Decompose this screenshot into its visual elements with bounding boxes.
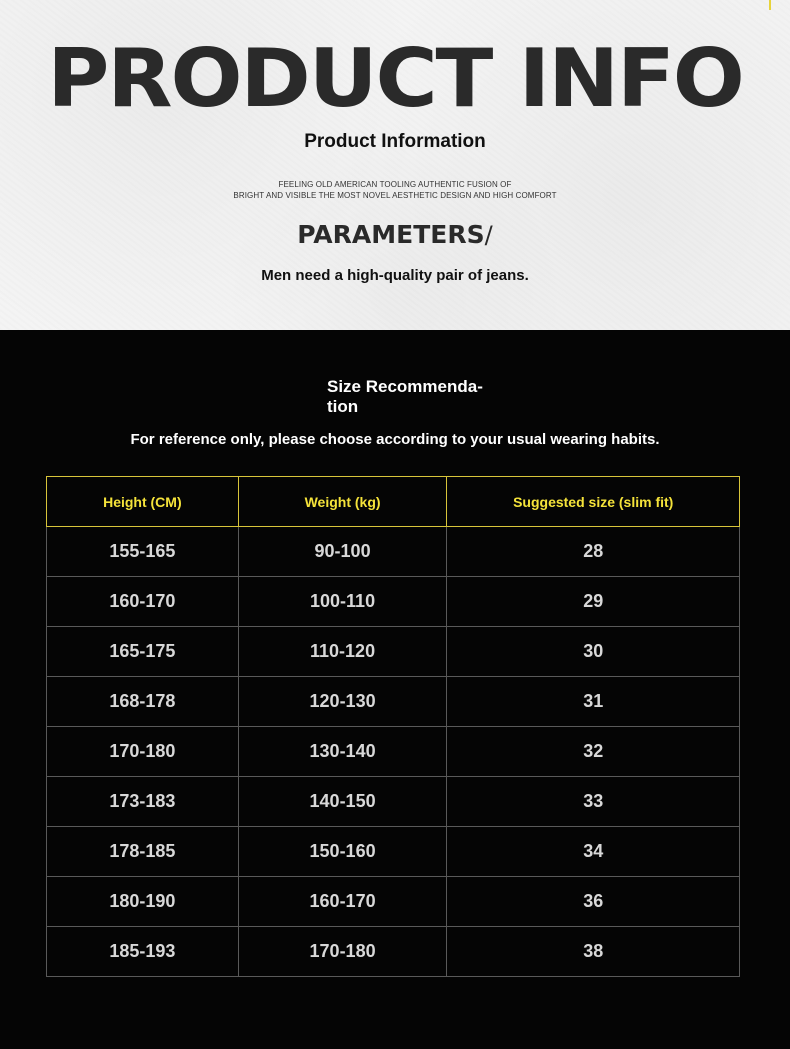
tagline-line-2: BRIGHT AND VISIBLE THE MOST NOVEL AESTHETIC DESIGN AND HIGH COMFORT [233, 191, 557, 200]
size-table [46, 476, 740, 977]
table-row [47, 627, 740, 677]
weight-cell: 100-110 [238, 577, 447, 627]
size-cell: 34 [447, 827, 740, 877]
table-row [47, 727, 740, 777]
size-cell: 33 [447, 777, 740, 827]
table-row [47, 827, 740, 877]
table-row [47, 577, 740, 627]
parameters-heading [0, 220, 790, 249]
height-cell: 185-193 [47, 927, 239, 977]
table-row [47, 927, 740, 977]
table-row [47, 527, 740, 577]
weight-cell: 170-180 [238, 927, 447, 977]
size-cell: 28 [447, 527, 740, 577]
height-cell: 178-185 [47, 827, 239, 877]
size-cell: 29 [447, 577, 740, 627]
weight-cell: 90-100 [238, 527, 447, 577]
height-cell: 160-170 [47, 577, 239, 627]
weight-cell: 150-160 [238, 827, 447, 877]
size-cell: 32 [447, 727, 740, 777]
height-cell: 173-183 [47, 777, 239, 827]
table-row [47, 777, 740, 827]
weight-cell: 110-120 [238, 627, 447, 677]
size-title-line-1: Size Recommenda- [327, 377, 483, 396]
size-cell: 36 [447, 877, 740, 927]
tagline [0, 179, 790, 201]
size-cell: 38 [447, 927, 740, 977]
page-subtitle: Product Information [304, 131, 486, 152]
tagline-line-1: FEELING OLD AMERICAN TOOLING AUTHENTIC FUSION OF [278, 180, 512, 189]
height-cell: 165-175 [47, 627, 239, 677]
table-row [47, 877, 740, 927]
size-title-line-2: tion [327, 397, 359, 416]
height-cell: 170-180 [47, 727, 239, 777]
product-description: Men need a high-quality pair of jeans. [261, 267, 529, 284]
weight-cell: 140-150 [238, 777, 447, 827]
size-cell: 30 [447, 627, 740, 677]
column-header-size: Suggested size (slim fit) [447, 477, 740, 527]
page-title: PRODUCT INFO [47, 32, 743, 125]
height-cell: 168-178 [47, 677, 239, 727]
weight-cell: 120-130 [238, 677, 447, 727]
size-cell: 31 [447, 677, 740, 727]
header-section [0, 0, 790, 330]
accent-mark [769, 0, 771, 10]
weight-cell: 130-140 [238, 727, 447, 777]
size-note: For reference only, please choose according to your usual wearing habits. [130, 431, 660, 448]
parameters-slash: / [484, 221, 493, 249]
height-cell: 155-165 [47, 527, 239, 577]
table-row [47, 677, 740, 727]
parameters-label: PARAMETERS [297, 220, 485, 249]
height-cell: 180-190 [47, 877, 239, 927]
column-header-height: Height (CM) [47, 477, 239, 527]
table-header-row [47, 477, 740, 527]
column-header-weight: Weight (kg) [238, 477, 447, 527]
weight-cell: 160-170 [238, 877, 447, 927]
size-section-title [327, 377, 507, 417]
